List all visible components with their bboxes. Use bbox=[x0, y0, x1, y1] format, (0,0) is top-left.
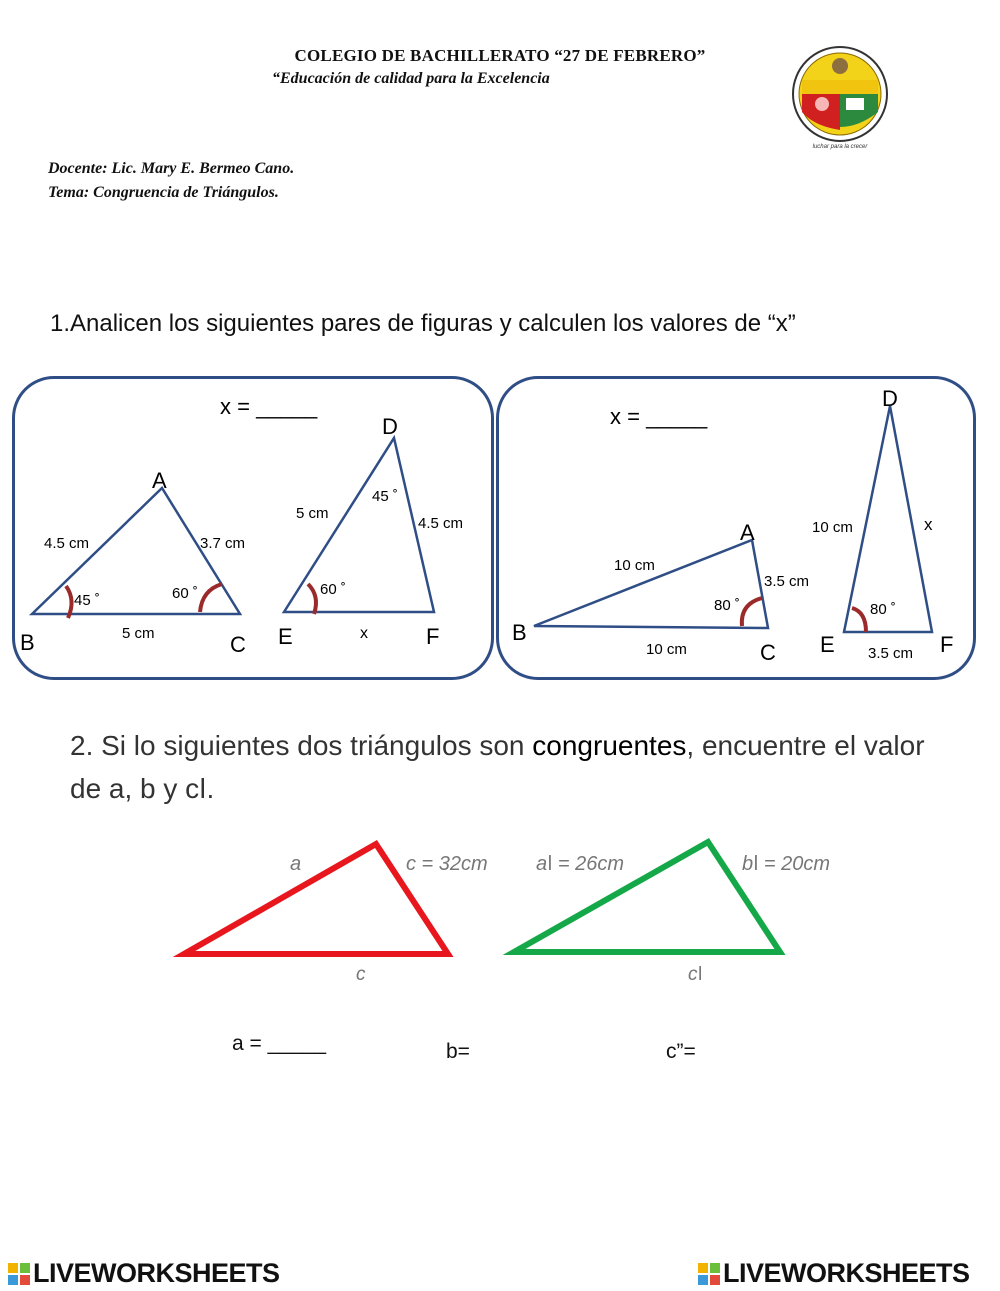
side-bc-label-2: 10 cm bbox=[646, 641, 687, 658]
angle-arc-c bbox=[200, 584, 222, 612]
triangle-def-2 bbox=[844, 406, 932, 632]
watermark-logo-icon bbox=[698, 1263, 720, 1285]
vertex-b: B bbox=[20, 630, 35, 655]
angle-e-label-2: 80 ˚ bbox=[870, 601, 896, 618]
watermark-left-text: LIVEWORKSHEETS bbox=[33, 1258, 280, 1288]
side-ac-label-2: 3.5 cm bbox=[764, 573, 810, 590]
question-2-keyword: congruentes bbox=[532, 730, 687, 761]
logo-caption: luchar para la crecer bbox=[812, 144, 868, 150]
angle-d-label: 45 ˚ bbox=[372, 488, 398, 505]
side-de-label: 5 cm bbox=[296, 505, 329, 522]
vertex-a: A bbox=[152, 468, 167, 493]
answer-a[interactable]: a = _____ bbox=[232, 1032, 327, 1055]
vertex-d-2: D bbox=[882, 386, 898, 411]
vertex-e: E bbox=[278, 624, 293, 649]
angle-b-label: 45 ˚ bbox=[74, 592, 100, 609]
congruent-triangles-svg bbox=[170, 830, 860, 1000]
side-ef-label: x bbox=[360, 625, 368, 642]
vertex-b-2: B bbox=[512, 620, 527, 645]
vertex-c-2: C bbox=[760, 640, 776, 665]
vertex-d: D bbox=[382, 414, 398, 439]
red-side-c: c bbox=[356, 964, 366, 985]
answer-c[interactable]: c”= bbox=[666, 1040, 696, 1063]
green-side-c: cǀ bbox=[688, 964, 703, 985]
side-bc-label: 5 cm bbox=[122, 625, 155, 642]
topic-line: Tema: Congruencia de Triángulos. bbox=[48, 184, 279, 201]
triangle-def bbox=[284, 438, 434, 612]
red-side-c-value: c = 32cm bbox=[406, 853, 488, 875]
teacher-name: Docente: Lic. Mary E. Bermeo Cano. bbox=[48, 160, 295, 177]
left-figure-svg bbox=[12, 376, 494, 680]
watermark-left bbox=[8, 1258, 280, 1289]
vertex-a-2: A bbox=[740, 520, 755, 545]
question-2-text-end: , encuentre el valor de a, b y cǀ. bbox=[70, 730, 925, 804]
triangle-abc-2 bbox=[534, 540, 768, 628]
question-2-text: 2. Si lo siguientes dos triángulos son bbox=[70, 730, 533, 761]
angle-c-label-2: 80 ˚ bbox=[714, 597, 740, 614]
angle-arc-e bbox=[308, 584, 316, 614]
angle-arc-c-2 bbox=[742, 598, 762, 626]
school-motto: “Educación de calidad para la Excelencia bbox=[272, 70, 550, 87]
angle-c-label: 60 ˚ bbox=[172, 585, 198, 602]
left-answer-x[interactable]: x = _____ bbox=[220, 394, 318, 419]
watermark-logo-icon bbox=[8, 1263, 30, 1285]
vertex-e-2: E bbox=[820, 632, 835, 657]
side-de-label-2: 10 cm bbox=[812, 519, 853, 536]
side-ab-label-2: 10 cm bbox=[614, 557, 655, 574]
question-1-prompt: 1.Analicen los siguientes pares de figuras y calculen los valores de “x” bbox=[50, 310, 796, 337]
green-side-a: aǀ = 26cm bbox=[536, 853, 625, 875]
right-figure-svg bbox=[496, 376, 976, 680]
vertex-f: F bbox=[426, 624, 440, 649]
green-side-b: bǀ = 20cm bbox=[742, 853, 831, 875]
angle-arc-e-2 bbox=[852, 608, 866, 632]
watermark-right bbox=[698, 1258, 970, 1289]
vertex-c: C bbox=[230, 632, 246, 657]
right-answer-x[interactable]: x = _____ bbox=[610, 404, 708, 429]
vertex-f-2: F bbox=[940, 632, 954, 657]
side-ac-label: 3.7 cm bbox=[200, 535, 246, 552]
red-side-a: a bbox=[290, 853, 302, 875]
side-df-label-2: x bbox=[924, 515, 933, 534]
side-ef-label-2: 3.5 cm bbox=[868, 645, 914, 662]
angle-e-label: 60 ˚ bbox=[320, 581, 346, 598]
watermark-right-text: LIVEWORKSHEETS bbox=[723, 1258, 970, 1288]
side-df-label: 4.5 cm bbox=[418, 515, 464, 532]
school-name: COLEGIO DE BACHILLERATO “27 DE FEBRERO” bbox=[294, 46, 706, 65]
school-logo bbox=[788, 42, 892, 154]
answer-b[interactable]: b= bbox=[446, 1040, 470, 1063]
side-ab-label: 4.5 cm bbox=[44, 535, 90, 552]
question-2-prompt bbox=[70, 724, 950, 810]
